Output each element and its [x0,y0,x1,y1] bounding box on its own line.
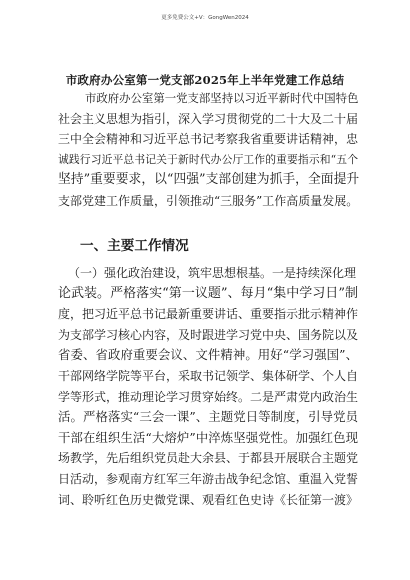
body-line: 省委、省政府重要会议、文件精神。用好“学习强国”、 [58,347,358,363]
document-title: 市政府办公室第一党支部2025年上半年党建工作总结 [65,73,345,87]
intro-line: 市政府办公室第一党支部坚持以习近平新时代中国特色 [85,91,359,105]
body-line: 场教学，先后组织党员赴大余县、于都县开展联合主题党 [58,451,359,466]
intro-line: 诚践行习近平总书记关于新时代办公厅工作的重要指示和“五个 [58,152,358,166]
body-line: 活。严格落实“三会一课”、主题党日等制度，引导党员 [58,409,358,425]
intro-line: 三中全会精神和习近平总书记考察我省重要讲话精神，忠 [58,132,359,147]
intro-line: 坚持”重要要求，以“四强”支部创建为抓手，全面提升 [58,172,360,188]
body-line: （一）强化政治建设，筑牢思想根基。一是持续深化理 [68,266,357,280]
body-line: 干部在组织生活“大熔炉”中淬炼坚强党性。加强红色现 [58,429,358,445]
intro-paragraph [58,88,358,212]
intro-line: 社会主义思想为指引，深入学习贯彻党的二十大及二十届 [58,111,359,126]
section-heading: 一、主要工作情况 [80,238,189,254]
watermark-text: 更多免费公文+V：GongWen2024 [161,15,249,21]
body-line: 论武装。严格落实“第一议题”、每月“集中学习日”制 [58,285,358,301]
body-line: 词、聆听红色历史微党课、观看红色史诗《长征第一渡》 [58,492,359,507]
body-line: 为支部学习核心内容，及时跟进学习党中央、国务院以及 [58,327,359,342]
body-line: 日活动，参观南方红军三年游击战争纪念馆、重温入党誓 [58,471,359,486]
body-line: 度，把习近平总书记最新重要讲话、重要指示批示精神作 [58,307,359,322]
body-line: 学等形式，推动理论学习贯穿始终。二是严肃党内政治生 [58,389,359,404]
section-paragraph [58,263,358,510]
intro-line: 支部党建工作质量，引领推动“三服务”工作高质量发展。 [58,193,359,208]
body-line: 干部网络学院等平台，采取书记领学、集体研学、个人自 [58,368,359,383]
